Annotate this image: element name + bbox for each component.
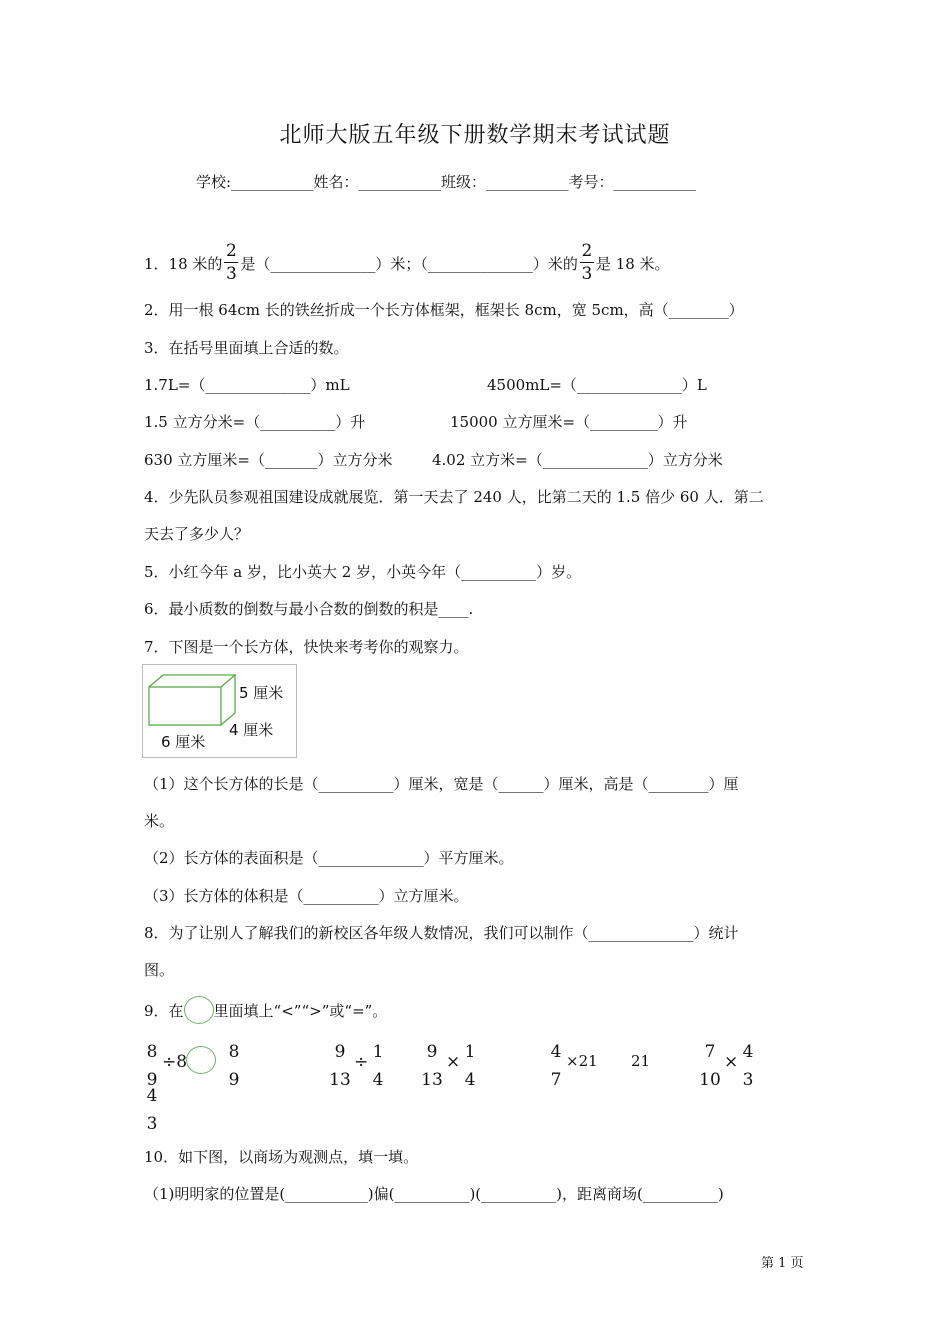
question-5: 5．小红今年 a 岁，比小英大 2 岁，小英今年（__________）岁。 xyxy=(144,563,582,581)
answer-circle[interactable] xyxy=(186,1046,216,1074)
question-7-sub-1-line-2: 米。 xyxy=(144,812,175,830)
question-6: 6．最小质数的倒数与最小合数的倒数的积是____. xyxy=(144,600,474,618)
q9-item-1-frac-left: 8 9 xyxy=(146,1042,158,1090)
question-10: 10．如下图，以商场为观测点，填一填。 xyxy=(144,1148,419,1166)
height-label: 5 厘米 xyxy=(239,684,284,702)
question-9: 9．在 里面填上“<”“>”或“=”。 xyxy=(144,996,387,1024)
q3-row-3-right: 4.02 立方米=（______________）立方分米 xyxy=(432,451,723,469)
answer-circle[interactable] xyxy=(184,996,214,1024)
q9-item-5-frac-left: 7 10 xyxy=(699,1042,721,1090)
q9-item-1-extra: 4 3 xyxy=(146,1086,158,1134)
q9-item-2-frac-right: 1 4 xyxy=(372,1042,384,1090)
fraction: $\frac{2}{3}$ xyxy=(581,241,593,284)
q9-item-3-frac-right: 1 4 xyxy=(464,1042,476,1090)
question-8-line-2: 图。 xyxy=(144,961,175,979)
q9-item-5-operator: × xyxy=(724,1052,739,1072)
page-title: 北师大版五年级下册数学期末考试试题 xyxy=(279,123,671,148)
question-4-line-1: 4．少先队员参观祖国建设成就展览．第一天去了 240 人，比第二天的 1.5 倍少 60 人．第二 xyxy=(144,488,764,506)
q9-item-3-frac-left: 9 13 xyxy=(421,1042,443,1090)
q3-row-3-left: 630 立方厘米=（_______）立方分米 xyxy=(144,451,393,469)
question-2: 2．用一根 64cm 长的铁丝折成一个长方体框架，框架长 8cm，宽 5cm，高（________） xyxy=(144,301,744,319)
fraction: $\frac{2}{3}$ xyxy=(225,241,237,284)
question-1: 1．18 米的 $\frac{2}{3}$ 是（______________）米；（______________）米的 $\frac{2}{3}$ 是 18 米。 xyxy=(144,241,670,284)
length-label: 6 厘米 xyxy=(161,733,206,751)
cuboid-figure xyxy=(142,664,297,758)
q3-row-1-right: 4500mL=（______________）L xyxy=(487,376,707,394)
q9-item-4-rhs: 21 xyxy=(631,1052,651,1070)
q9-item-4-frac-left: 4 7 xyxy=(550,1042,562,1090)
q9-item-1-frac-right: 8 9 xyxy=(228,1042,240,1090)
question-8-line-1: 8．为了让别人了解我们的新校区各年级人数情况，我们可以制作（______________）统计 xyxy=(144,924,739,942)
q9-item-2-frac-left: 9 13 xyxy=(329,1042,351,1090)
q9-item-1-operator: ÷8 xyxy=(162,1052,188,1072)
question-7-sub-1-line-1: （1）这个长方体的长是（__________）厘米，宽是（______）厘米，高是（________）厘 xyxy=(144,775,739,793)
question-4-line-2: 天去了多少人？ xyxy=(144,525,250,543)
q9-item-3-operator: × xyxy=(446,1052,461,1072)
q9-item-4-operator: ×21 xyxy=(566,1052,598,1070)
q3-row-1-left: 1.7L=（______________）mL xyxy=(144,376,350,394)
question-7-sub-2: （2）长方体的表面积是（______________）平方厘米。 xyxy=(144,849,514,867)
header-fields: 学校:___________姓名：___________班级：___________考号：___________ xyxy=(196,173,697,191)
q9-item-5-frac-right: 4 3 xyxy=(742,1042,754,1090)
q3-row-2-left: 1.5 立方分米=（__________）升 xyxy=(144,413,366,431)
question-7-sub-3: （3）长方体的体积是（__________）立方厘米。 xyxy=(144,887,469,905)
page-number: 第 1 页 xyxy=(761,1256,804,1271)
q3-row-2-right: 15000 立方厘米=（_________）升 xyxy=(450,413,688,431)
question-10-sub-1: （1)明明家的位置是(___________)偏(__________)(__________)，距离商场(__________) xyxy=(144,1185,724,1203)
question-7: 7．下图是一个长方体，快快来考考你的观察力。 xyxy=(144,638,469,656)
width-label: 4 厘米 xyxy=(229,721,274,739)
q9-item-2-operator: ÷ xyxy=(354,1052,369,1072)
question-3: 3．在括号里面填上合适的数。 xyxy=(144,339,349,357)
